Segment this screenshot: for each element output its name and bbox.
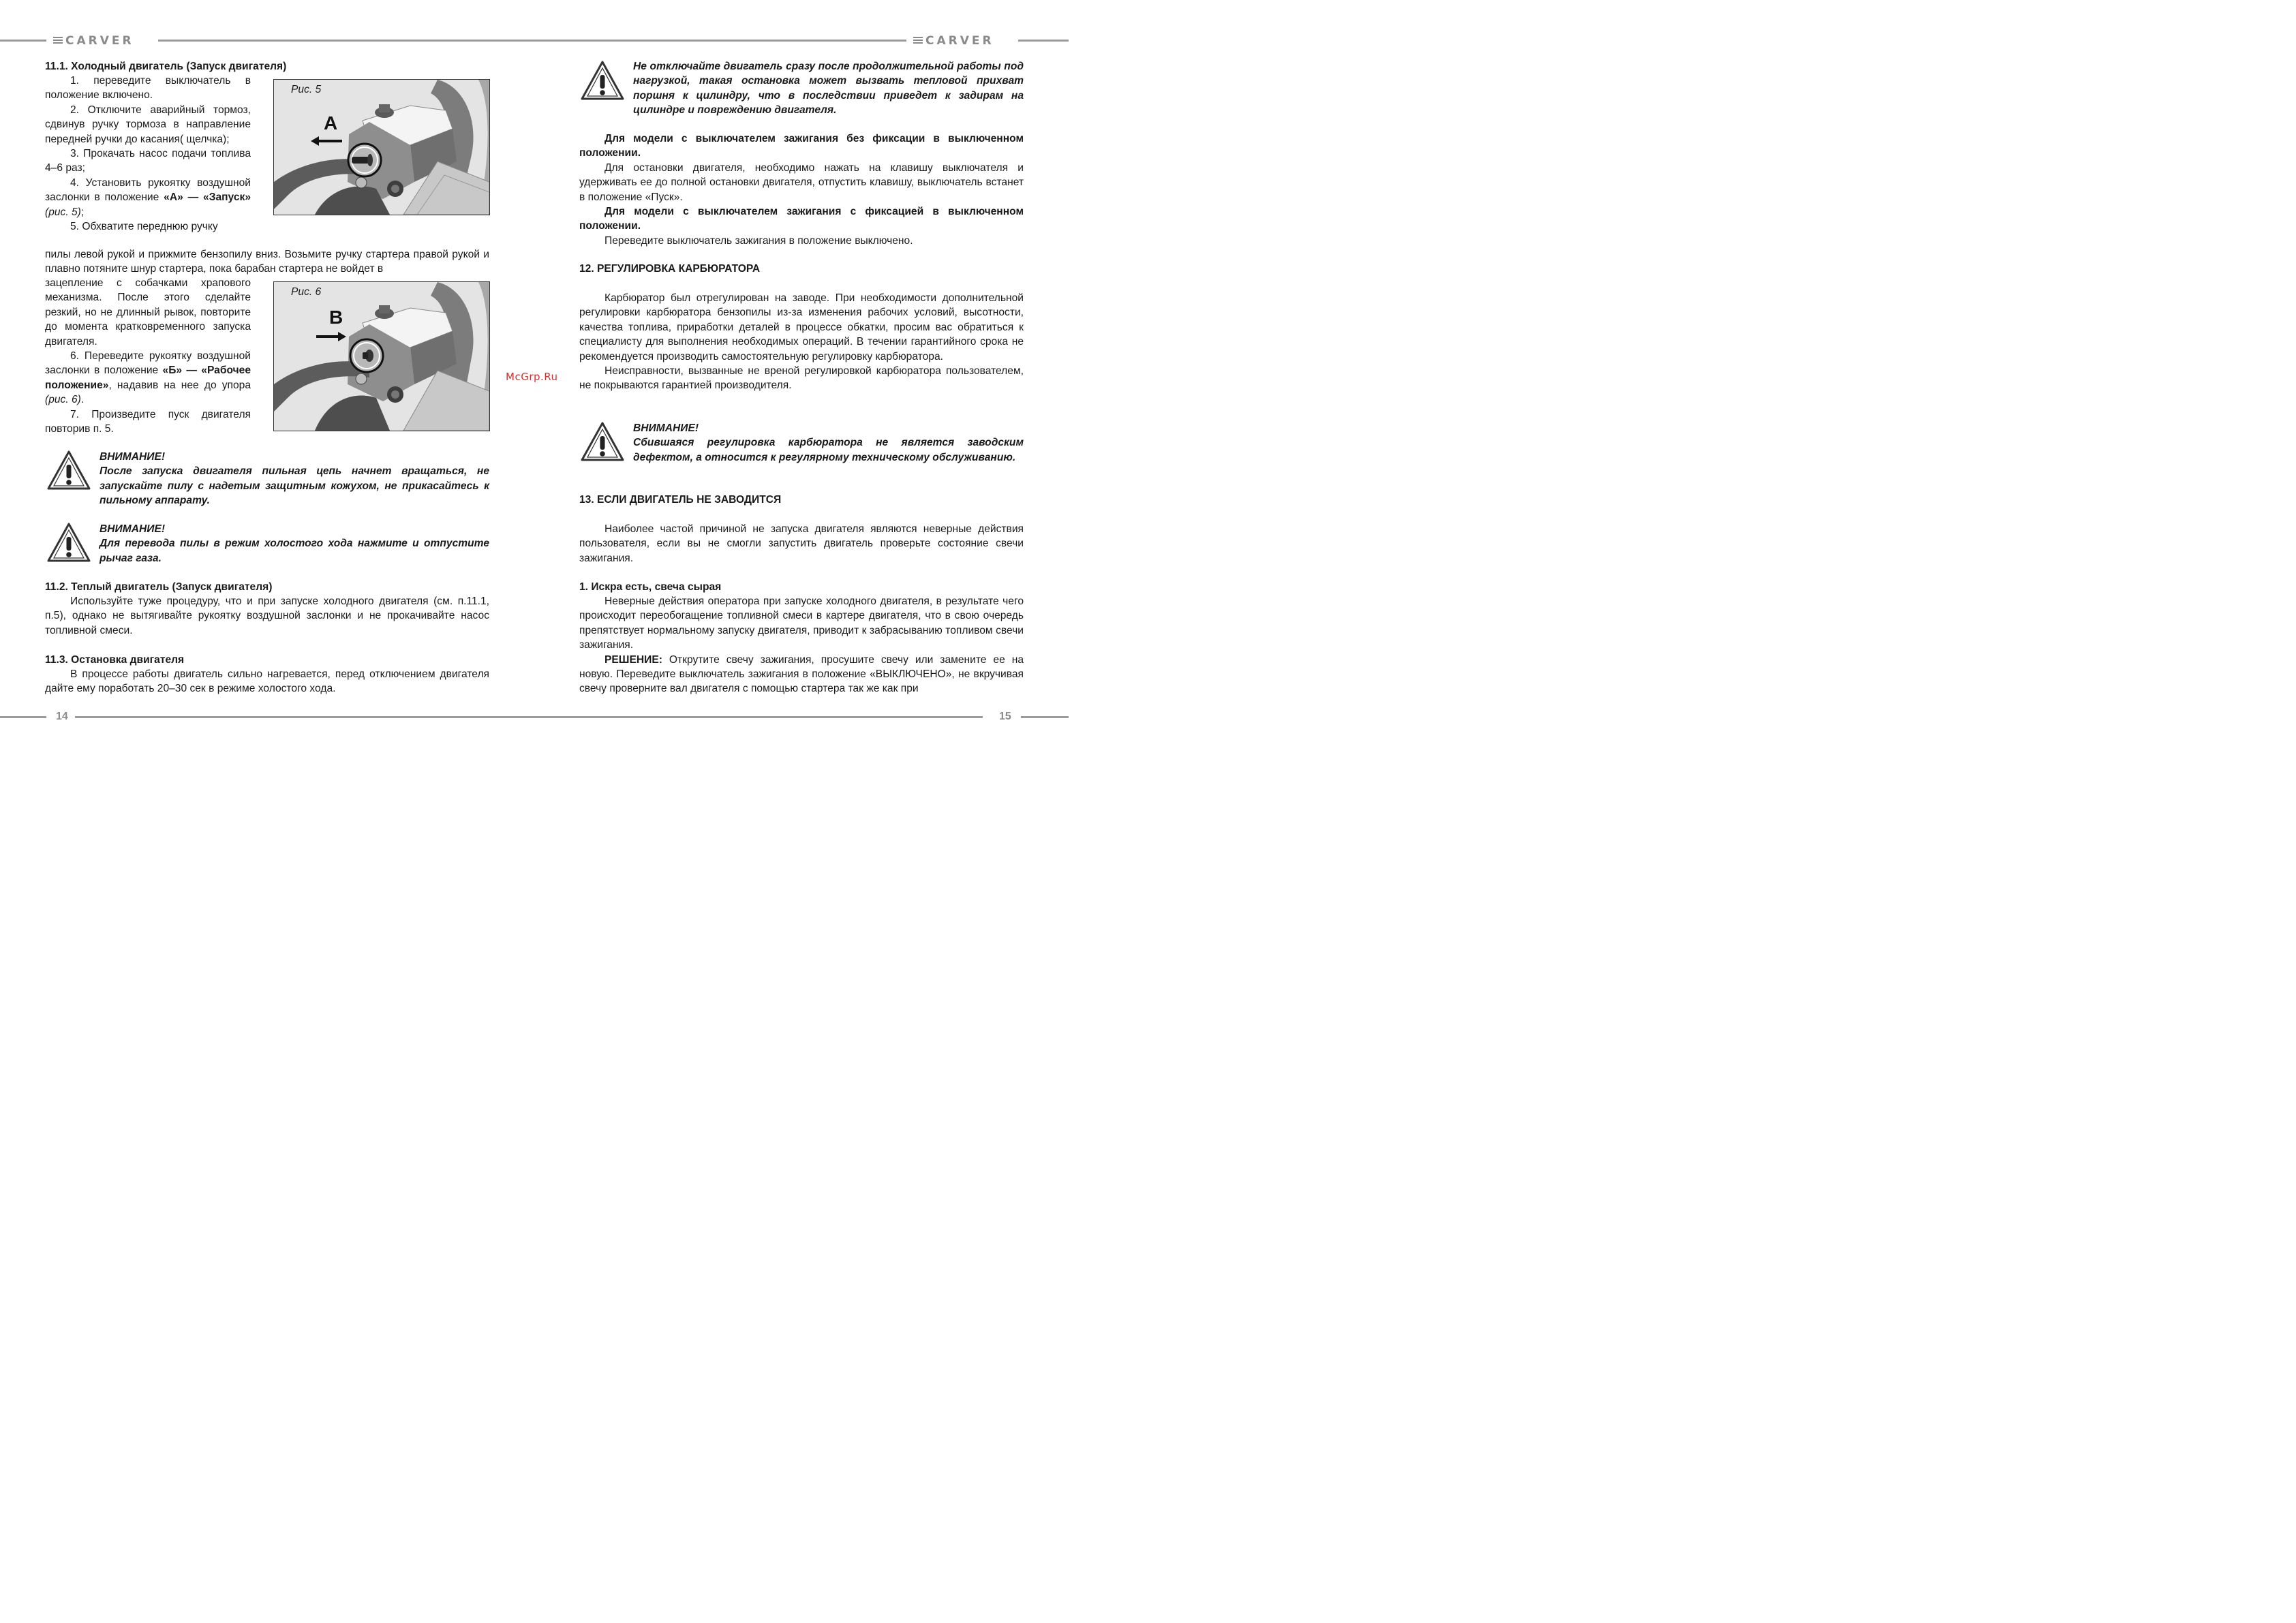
section-11-1-title: 11.1. Холодный двигатель (Запуск двигателя) [45, 61, 287, 72]
header-rule-left [0, 40, 46, 42]
warning-1-text: После запуска двигателя пильная цепь начнет вращаться, не запускайте пилу с надетым защитным кожухом, не прикасайтесь к пильному аппарату. [100, 465, 489, 507]
section-11-2-title: 11.2. Теплый двигатель (Запуск двигателя) [45, 581, 273, 593]
logo-right: CARVER [913, 34, 994, 48]
section-11-3-text: В процессе работы двигатель сильно нагревается, перед отключением двигателя дайте ему поработать 20–30 сек в режиме холостого хода. [45, 668, 489, 695]
warning-2-text: Для перевода пилы в режим холостого хода нажмите и отпустите рычаг газа. [100, 538, 489, 564]
figure-6-caption: Рис. 6 [291, 286, 322, 298]
step-7: 7. Произведите пуск двигателя повторив п. 5. [45, 408, 251, 435]
model-no-lock [579, 132, 1024, 248]
footer-rule-right [1021, 716, 1069, 718]
section-11-3-title: 11.3. Остановка двигателя [45, 654, 185, 666]
step-6: 6. Переведите рукоятку воздушной заслонки в положение «Б» — «Рабочее положение», надавив на нее до упора (рис. 6). [45, 350, 251, 406]
figure-6-letter: B [329, 307, 343, 328]
figure-5 [273, 79, 490, 215]
section-13-text: Наиболее частой причиной не запуска двигателя являются неверные действия пользователя, если вы не смогли запустить двигатель проверьте состояние свечи зажигания. [579, 523, 1024, 564]
warning-1 [100, 450, 489, 508]
cold-start-steps [45, 74, 251, 234]
footer-rule-left [0, 716, 46, 718]
warning-3-text: Сбившаяся регулировка карбюратора не является заводским дефектом, а относится к регулярному техническому обслуживанию. [633, 437, 1024, 463]
section-13-1-solution: РЕШЕНИЕ: Открутите свечу зажигания, просушите свечу или замените ее на новую. Переведите выключатель зажигания в положение «ВЫКЛЮЧЕНО», не вкручивая свечу проверните вал двигателя с помощью стартера так же как при [579, 653, 1024, 695]
section-13-1-text: Неверные действия оператора при запуске холодного двигателя, в результате чего происходит переобогащение топливной смеси в картере двигателя, что в свою очередь препятствует нормальному запуску двигателя, приводит к забрасыванию топливом свечи зажигания. [579, 596, 1024, 651]
model-lock-title: Для модели с выключателем зажигания с фиксацией в выключенном положении. [579, 206, 1024, 232]
logo-mark-icon [53, 37, 63, 44]
figure-5-caption: Рис. 5 [291, 84, 322, 95]
model-lock-text: Переведите выключатель зажигания в положение выключено. [604, 234, 913, 247]
warning-engine-stop: Не отключайте двигатель сразу после продолжительной работы под нагрузкой, такая остановка может вызвать тепловой прихват поршня к цилиндру, что в последствии приведет к задирам на цилиндре и повреждению двигателя. [633, 61, 1024, 117]
footer-rule-mid [75, 716, 983, 718]
step-5-end: зацепление с собачками храпового механизма. После этого сделайте резкий, но не длинный рывок, повторите до момента кратковременного запуска двигателя. [45, 277, 251, 347]
figure-5-letter: A [324, 112, 338, 134]
step-1: 1. переведите выключатель в положение включено. [45, 75, 251, 102]
warning-3 [633, 421, 1024, 465]
step-4: 4. Установить рукоятку воздушной заслонки в положение «А» — «Запуск» (рис. 5); [45, 176, 251, 218]
section-12-text-2: Неисправности, вызванные не вреной регулировкой карбюратора пользователем, не покрываются гарантией производителя. [579, 365, 1024, 392]
warning-icon [46, 522, 91, 563]
figure-6 [273, 281, 490, 431]
section-12-body [579, 291, 1024, 393]
warning-1-title: ВНИМАНИЕ! [100, 451, 166, 463]
chainsaw-choke-start-illustration [274, 80, 489, 215]
step-3: 3. Прокачать насос подачи топлива 4–6 раз; [45, 148, 251, 174]
model-no-lock-text: Для остановки двигателя, необходимо нажать на клавишу выключателя и удерживать ее до полной остановки двигателя, отпустить клавишу, выключатель встанет в положение «Пуск». [579, 161, 1024, 203]
watermark: McGrp.Ru [506, 371, 558, 383]
section-12-title: 12. РЕГУЛИРОВКА КАРБЮРАТОРА [579, 263, 761, 275]
warning-2-title: ВНИМАНИЕ! [100, 523, 166, 535]
header-rule-right [1018, 40, 1069, 42]
warning-3-title: ВНИМАНИЕ! [633, 422, 699, 434]
logo-left: CARVER [53, 34, 134, 48]
warning-icon [580, 421, 625, 462]
step-5-start: 5. Обхватите переднюю ручку [70, 221, 218, 233]
page-number-right: 15 [999, 711, 1011, 722]
section-12-text-1: Карбюратор был отрегулирован на заводе. При необходимости дополнительной регулировки карбюратора бензопилы из-за изменения рабочих условий, высотности, качества топлива, приработки деталей в процессе обкатки, просим вас обратиться к специалисту для выполнения необходимых операций. В течении гарантийного срока не рекомендуется производить самостоятельную регулировку карбюратора. [579, 292, 1024, 362]
logo-mark-icon [913, 37, 923, 44]
section-13-title: 13. ЕСЛИ ДВИГАТЕЛЬ НЕ ЗАВОДИТСЯ [579, 494, 782, 506]
section-11-2-text: Используйте туже процедуру, что и при запуске холодного двигателя (см. п.11.1, п.5), однако не вытягивайте рукоятку воздушной заслонки и не прокачивайте насос топливной смеси. [45, 596, 489, 636]
header-rule-mid-left [158, 40, 906, 42]
page-number-left: 14 [56, 711, 68, 722]
chainsaw-choke-run-illustration [274, 282, 489, 431]
warning-2 [100, 522, 489, 566]
step-5-full-width: пилы левой рукой и прижмите бензопилу вниз. Возьмите ручку стартера правой рукой и плавно потяните шнур стартера, пока барабан стартера не войдет в [45, 249, 489, 275]
warning-icon [46, 450, 91, 491]
model-no-lock-title: Для модели с выключателем зажигания без фиксации в выключенном положении. [579, 133, 1024, 159]
step-2: 2. Отключите аварийный тормоз, сдвинув ручку тормоза в направление передней ручки до касания( щелчка); [45, 104, 251, 145]
section-13-1-body [579, 594, 1024, 696]
cold-start-steps-cont [45, 276, 251, 436]
section-13-1-title: 1. Искра есть, свеча сырая [579, 581, 722, 593]
warning-icon [580, 60, 625, 101]
